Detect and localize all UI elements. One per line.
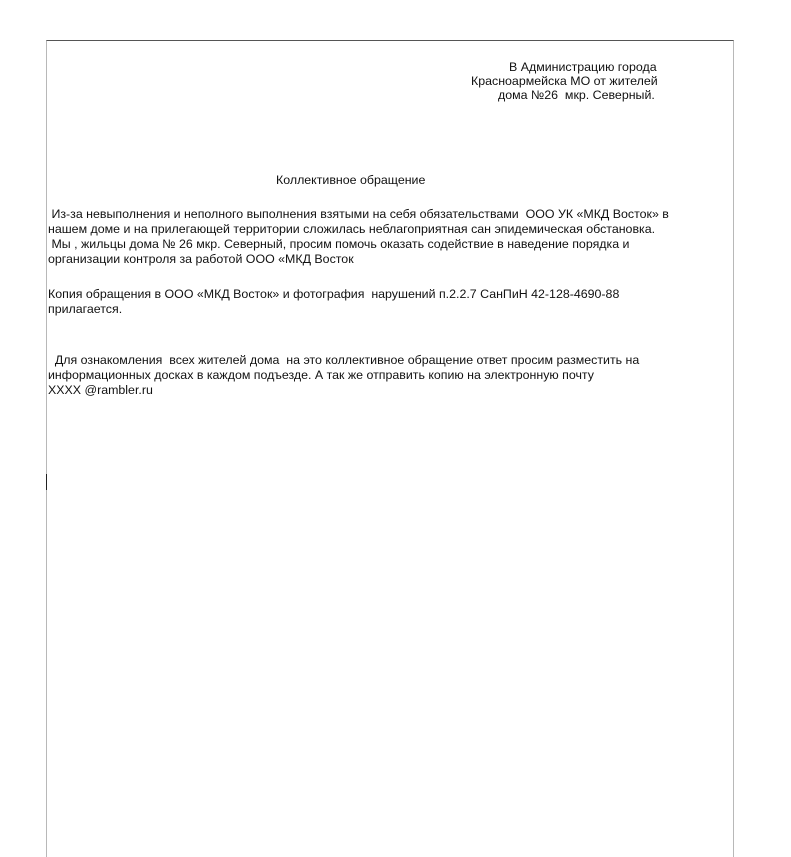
paragraph-complaint [48, 207, 728, 267]
addressee-line: Красноармейска МО от жителей [471, 74, 658, 88]
document-page [46, 40, 734, 857]
text-line: прилагается. [48, 302, 123, 316]
text-line: информационных досках в каждом подъезде. А так же отправить копию на электронную почту [48, 368, 594, 382]
text-line: организации контроля за работой ООО «МКД Восток [48, 252, 354, 266]
document-title: Коллективное обращение [276, 173, 426, 187]
text-line: Мы , жильцы дома № 26 мкр. Северный, просим помочь оказать содействие в наведение порядка и [48, 237, 630, 251]
text-line: нашем доме и на прилегающей территории сложилась неблагоприятная сан эпидемическая обстановка. [48, 222, 656, 236]
text-cursor [46, 474, 47, 490]
paragraph-request [48, 353, 728, 398]
text-line: Копия обращения в ООО «МКД Восток» и фотография нарушений п.2.2.7 СанПиН 42-128-4690-88 [48, 287, 620, 301]
addressee-line: В Администрацию города [509, 60, 657, 74]
addressee-line: дома №26 мкр. Северный. [498, 88, 655, 102]
text-line: Для ознакомления всех жителей дома на это коллективное обращение ответ просим разместить на [48, 353, 640, 367]
text-line: Из-за невыполнения и неполного выполнения взятыми на себя обязательствами ООО УК «МКД Восток» в [48, 207, 669, 221]
email-line[interactable]: XXXX @rambler.ru [48, 383, 153, 397]
paragraph-attachment [48, 287, 728, 317]
